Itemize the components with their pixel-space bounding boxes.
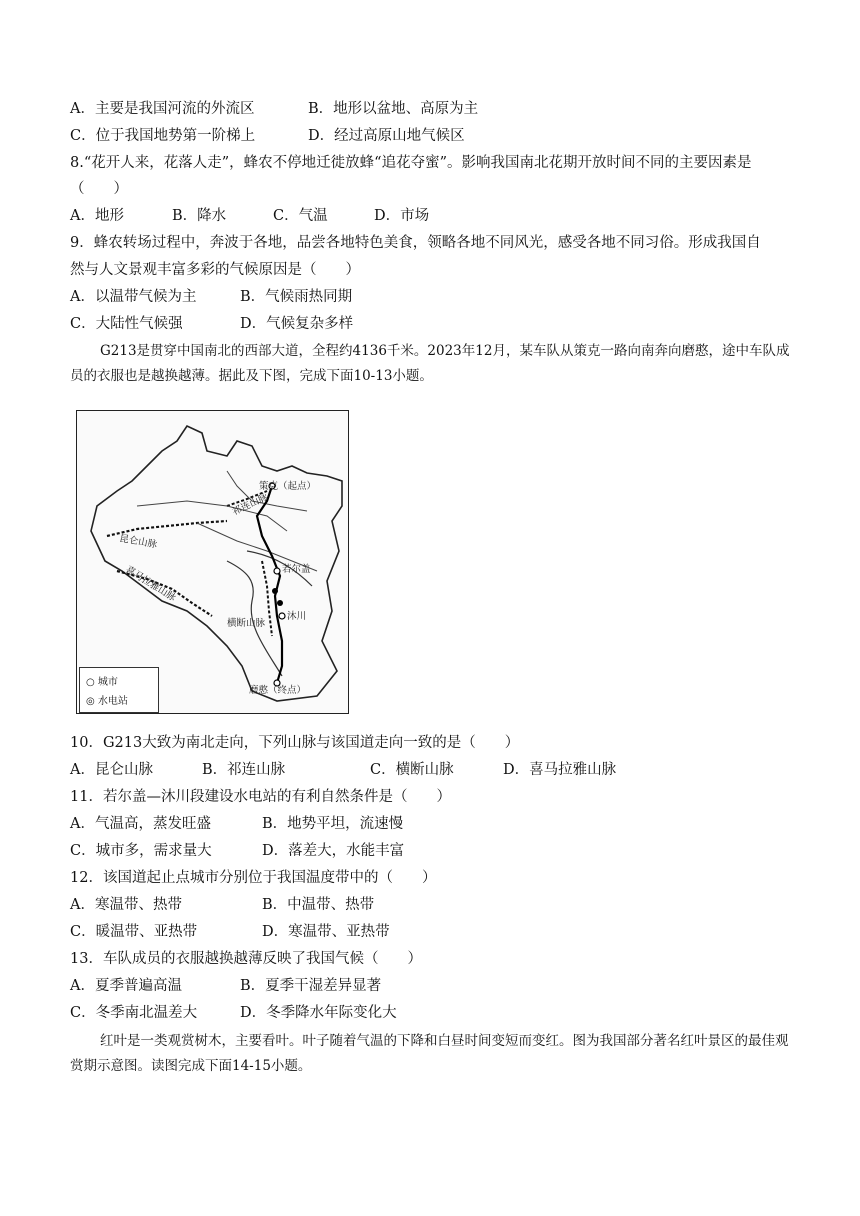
hydro-legend-icon: ◎ — [86, 696, 95, 707]
map-label-muchuan: 沐川 — [287, 611, 307, 622]
hydro-station-marker — [272, 588, 278, 594]
q11-option-b: B．地势平坦，流速慢 — [262, 816, 404, 832]
map-label-himalaya: 喜马拉雅山脉 — [123, 564, 178, 604]
q7-option-d: D．经过高原山地气候区 — [308, 128, 465, 144]
map-label-hengduan: 横断山脉 — [227, 618, 266, 629]
q10-option-d: D．喜马拉雅山脉 — [503, 762, 617, 778]
map-label-kunlun: 昆仑山脉 — [118, 533, 158, 551]
q13-option-a: A．夏季普遍高温 — [70, 978, 182, 994]
q13-option-b: B．夏季干湿差异显著 — [240, 978, 382, 994]
q8-option-b: B．降水 — [172, 208, 227, 224]
q8-stem-line1: 8.“花开人来，花落人走”，蜂农不停地迁徙放蜂“追花夺蜜”。影响我国南北花期开放时间不同的主要因素是 — [70, 155, 752, 171]
q8-option-d: D．市场 — [374, 208, 430, 224]
q13-option-c: C．冬季南北温差大 — [70, 1005, 198, 1021]
legend-hydro-label: 水电站 — [97, 696, 128, 707]
q12-stem: 12．该国道起止点城市分别位于我国温度带中的（ ） — [70, 870, 437, 886]
q9-stem-line2: 然与人文景观丰富多彩的气候原因是（ ） — [70, 262, 360, 278]
q12-option-a: A．寒温带、热带 — [70, 897, 182, 913]
q13-stem: 13．车队成员的衣服越换越薄反映了我国气候（ ） — [70, 951, 422, 967]
g213-route-line — [257, 486, 282, 683]
map-label-ceke: 策克（起点） — [259, 481, 317, 492]
q8-option-c: C．气温 — [273, 208, 328, 224]
q10-option-a: A．昆仑山脉 — [70, 762, 153, 778]
q9-option-c: C．大陆性气候强 — [70, 316, 183, 332]
hydro-station-marker — [277, 600, 283, 606]
q8-stem-line2: （ ） — [70, 181, 128, 197]
legend-hydro-row — [86, 692, 128, 707]
city-marker-ruoergai — [274, 568, 280, 574]
q9-stem-line1: 9．蜂农转场过程中，奔波于各地，品尝各地特色美食，领略各地不同风光，感受各地不同习俗。形成我国自 — [70, 235, 761, 251]
map-label-mohan: 磨憨（终点） — [249, 685, 307, 696]
passage-red-leaves: 红叶是一类观赏树木，主要看叶。叶子随着气温的下降和白昼时间变短而变红。图为我国部分著名红叶景区的最佳观赏期示意图。读图完成下面14-15小题。 — [70, 1033, 789, 1074]
q10-option-b: B．祁连山脉 — [202, 762, 286, 778]
map-legend — [79, 667, 159, 713]
city-legend-icon: ○ — [86, 677, 95, 688]
q11-option-a: A．气温高，蒸发旺盛 — [70, 816, 211, 832]
q11-option-d: D．落差大，水能丰富 — [262, 843, 405, 859]
q10-option-c: C．横断山脉 — [370, 762, 454, 778]
map-label-qilian: 祁连山脉 — [230, 491, 270, 518]
q11-option-c: C．城市多，需求量大 — [70, 843, 212, 859]
passage-g213: G213是贯穿中国南北的西部大道，全程约4136千米。2023年12月，某车队从策克一路向南奔向磨憨，途中车队成员的衣服也是越换越薄。据此及下图，完成下面10-13小题。 — [70, 343, 790, 384]
q9-option-a: A．以温带气候为主 — [70, 289, 197, 305]
q7-option-a: A．主要是我国河流的外流区 — [70, 101, 255, 117]
q11-stem: 11．若尔盖—沐川段建设水电站的有利自然条件是（ ） — [70, 789, 451, 805]
q9-option-d: D．气候复杂多样 — [240, 316, 354, 332]
q12-option-d: D．寒温带、亚热带 — [262, 924, 390, 940]
q12-option-b: B．中温带、热带 — [262, 897, 375, 913]
q12-option-c: C．暖温带、亚热带 — [70, 924, 198, 940]
q13-option-d: D．冬季降水年际变化大 — [240, 1005, 397, 1021]
g213-route-map — [76, 410, 349, 714]
q7-option-b: B．地形以盆地、高原为主 — [308, 101, 479, 117]
q8-option-a: A．地形 — [70, 208, 124, 224]
q7-option-c: C．位于我国地势第一阶梯上 — [70, 128, 256, 144]
q10-stem: 10．G213大致为南北走向，下列山脉与该国道走向一致的是（ ） — [70, 735, 520, 751]
legend-city-row — [86, 673, 118, 688]
legend-city-label: 城市 — [97, 677, 118, 688]
q9-option-b: B．气候雨热同期 — [240, 289, 353, 305]
city-marker-muchuan — [279, 613, 285, 619]
map-label-ruoergai: 若尔盖 — [282, 564, 311, 575]
